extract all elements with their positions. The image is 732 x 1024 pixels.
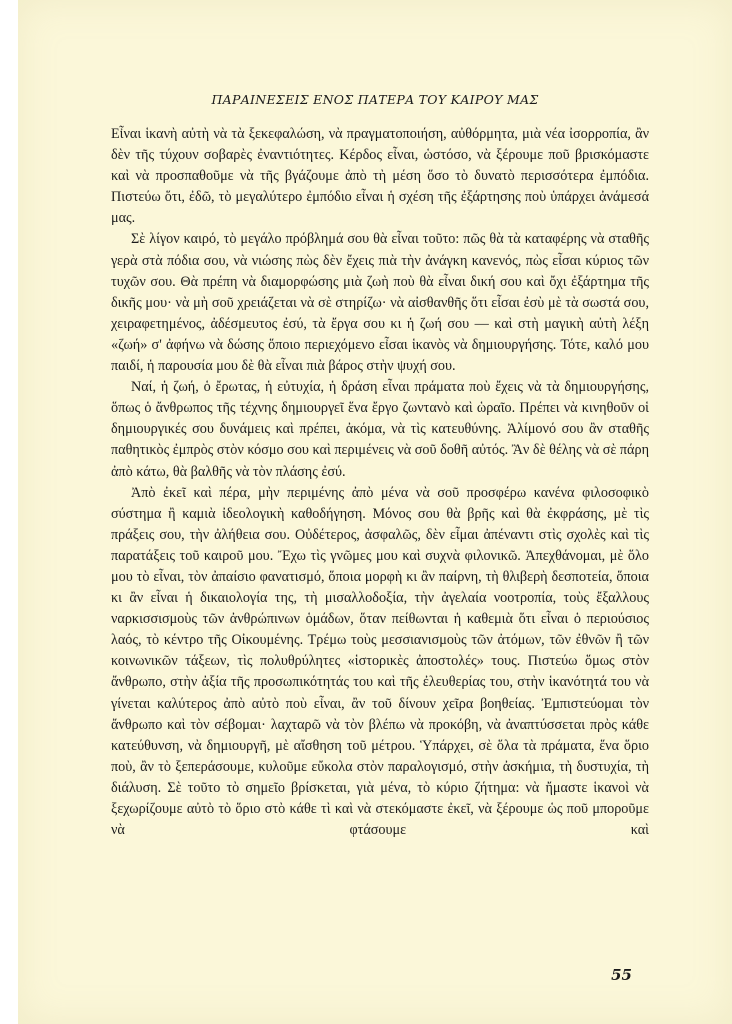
paragraph-3: Ναί, ἡ ζωή, ὁ ἔρωτας, ἡ εὐτυχία, ἡ δράση εἶναι πράματα ποὺ ἔχεις νὰ τὰ δημιουργήσης, ὅπως ὁ ἄνθρωπος τῆς τέχνης δημιουργεῖ ἕνα ἔργο ζωντανὸ καὶ ὡραῖο. Πρέπει νὰ κινηθοῦν οἱ δημιουργικές σου δυνάμεις καὶ πρέπει, ἀκόμα, νὰ τὶς κατευθύνης. Ἀλίμονό σου ἂν σταθῆς παθητικὸς ἐμπρὸς στὸν κόσμο σου καὶ περιμένεις νὰ σοῦ δοθῆ αὐτός. Ἂν δὲ θέλης νὰ σὲ πάρη ἀπὸ κάτω, θὰ βαλθῆς νὰ τὸν πλάσης ἐσύ.: [111, 379, 649, 480]
running-title: ΠΑΡΑΙΝΕΣΕΙΣ ΕΝΟΣ ΠΑΤΕΡΑ ΤΟΥ ΚΑΙΡΟΥ ΜΑΣ: [211, 92, 539, 107]
page-number: 55: [611, 966, 632, 984]
paragraph-2: Σὲ λίγον καιρό, τὸ μεγάλο πρόβλημά σου θὰ εἶναι τοῦτο: πῶς θὰ τὰ καταφέρης νὰ σταθῆς γερὰ στὰ πόδια σου, νὰ νιώσης πὼς δὲν ἔχεις πιὰ τὴν ἀνάγκη κανενός, πὼς εἶσαι κύριος τῶν τυχῶν σου. Θὰ πρέπη νὰ διαμορφώσης μιὰ ζωὴ ποὺ θὰ εἶναι δική σου καὶ ὄχι ἐξάρτημα τῆς δικῆς μου· νὰ μὴ σοῦ χρειάζεται νὰ σὲ στηρίζω· νὰ αἰσθανθῆς ὅτι εἶσαι ἐσὺ μὲ τὰ σωστά σου, χειραφετημένος, ἀδέσμευτος ἐσύ, τὰ ἔργα σου κι ἡ ζωή σου — καὶ στὴ μαγικὴ αὐτὴ λέξη «ζωή» σ' ἀφήνω νὰ δώσης ὅποιο περιεχόμενο εἶσαι ἱκανὸς νὰ δημιουργήσης. Τότε, καλό μου παιδί, ἡ παρουσία μου δὲ θὰ εἶναι πιὰ βάρος στὴν ψυχή σου.: [111, 231, 649, 375]
paragraph-4: Ἀπὸ ἐκεῖ καὶ πέρα, μὴν περιμένης ἀπὸ μένα νὰ σοῦ προσφέρω κανένα φιλοσοφικὸ σύστημα ἢ καμιὰ ἰδεολογικὴ καθοδήγηση. Μόνος σου θὰ βρῆς καὶ θὰ ἐκφράσης, μὲ τὶς πράξεις σου, τὴν ἀλήθεια σου. Οὐδέτερος, ἀσφαλῶς, δὲν εἶμαι ἀπέναντι στὶς σχολὲς καὶ τὶς παρατάξεις τοῦ καιροῦ μου. Ἔχω τὶς γνῶμες μου καὶ συχνὰ φιλονικῶ. Ἀπεχθάνομαι, μὲ ὅλο μου τὸ εἶναι, τὸν ἀπαίσιο φανατισμό, ὅποια μορφὴ κι ἂν παίρνη, τὴ θλιβερὴ δεσποτεία, ὅποια κι ἂν εἶναι ἡ δικαιολογία της, τὴ μισαλλοδοξία, τὴν ἀγελαία νοοτροπία, τοὺς ἔξαλλους ναρκισσισμοὺς τῶν ἀνθρώπινων ὁμάδων, ὅταν πείθωνται ἡ καθεμιὰ ὅτι εἶναι ὁ περιούσιος λαός, τὸ κέντρο τῆς Οἰκουμένης. Τρέμω τοὺς μεσσιανισμοὺς τῶν ἀτόμων, τῶν ἐθνῶν ἢ τῶν κοινωνικῶν τάξεων, τὶς πολυθρύλητες «ἱστορικὲς ἀποστολές» τους. Πιστεύω ὅμως στὸν ἄνθρωπο, στὴν ἀξία τῆς προσωπικότητάς του καὶ τῆς ἐλευθερίας του, στὴν ἱκανότητά του νὰ γίνεται καλύτερος ἀπὸ αὐτὸ ποὺ εἶναι, ἂν τοῦ δίνουν χεῖρα βοηθείας. Ἐμπιστεύομαι τὸν ἄνθρωπο καὶ τὸν σέβομαι· λαχταρῶ νὰ τὸν βλέπω νὰ προκόβη, νὰ ἀναπτύσσεται πρὸς κάθε κατεύθυνση, νὰ δημιουργῆ, μὲ αἴσθηση τοῦ μέτρου. Ὑπάρχει, σὲ ὅλα τὰ πράματα, ἕνα ὅριο ποὺ, ἂν τὸ ξεπεράσουμε, κυλοῦμε εὔκολα στὸν παραλογισμό, στὴν ἀσκήμια, τὴ δυστυχία, τὴ διάλυση. Σὲ τοῦτο τὸ σημεῖο βρίσκεται, γιὰ μένα, τὸ κύριο ζήτημα: νὰ ἤμαστε ἱκανοὶ νὰ ξεχωρίζουμε αὐτὸ τὸ ὅριο στὸ κάθε τὶ καὶ νὰ στεκόμαστε ἐκεῖ, νὰ ξέρουμε ὡς ποῦ μποροῦμε νὰ φτάσουμε καὶ: [111, 484, 649, 839]
book-page: [18, 0, 732, 1024]
paragraph-1: Εἶναι ἱκανὴ αὐτὴ νὰ τὰ ξεκεφαλώση, νὰ πραγματοποιήση, αὐθόρμητα, μιὰ νέα ἰσορροπία, ἂν δὲν τῆς τύχουν σοβαρὲς ἐναντιότητες. Κέρδος εἶναι, ὡστόσο, νὰ ξέρουμε ποῦ βρισκόμαστε καὶ νὰ προσπαθοῦμε νὰ τῆς βγάζουμε ἀπὸ τὴ μέση ὅσο τὸ δυνατὸ περισσότερα ἐμπόδια. Πιστεύω ὅτι, ἐδῶ, τὸ μεγαλύτερο ἐμπόδιο εἶναι ἡ σχέση τῆς ἐξάρτησης ποὺ ὑπάρχει ἀνάμεσά μας.: [111, 126, 649, 227]
body-text: [111, 124, 649, 841]
